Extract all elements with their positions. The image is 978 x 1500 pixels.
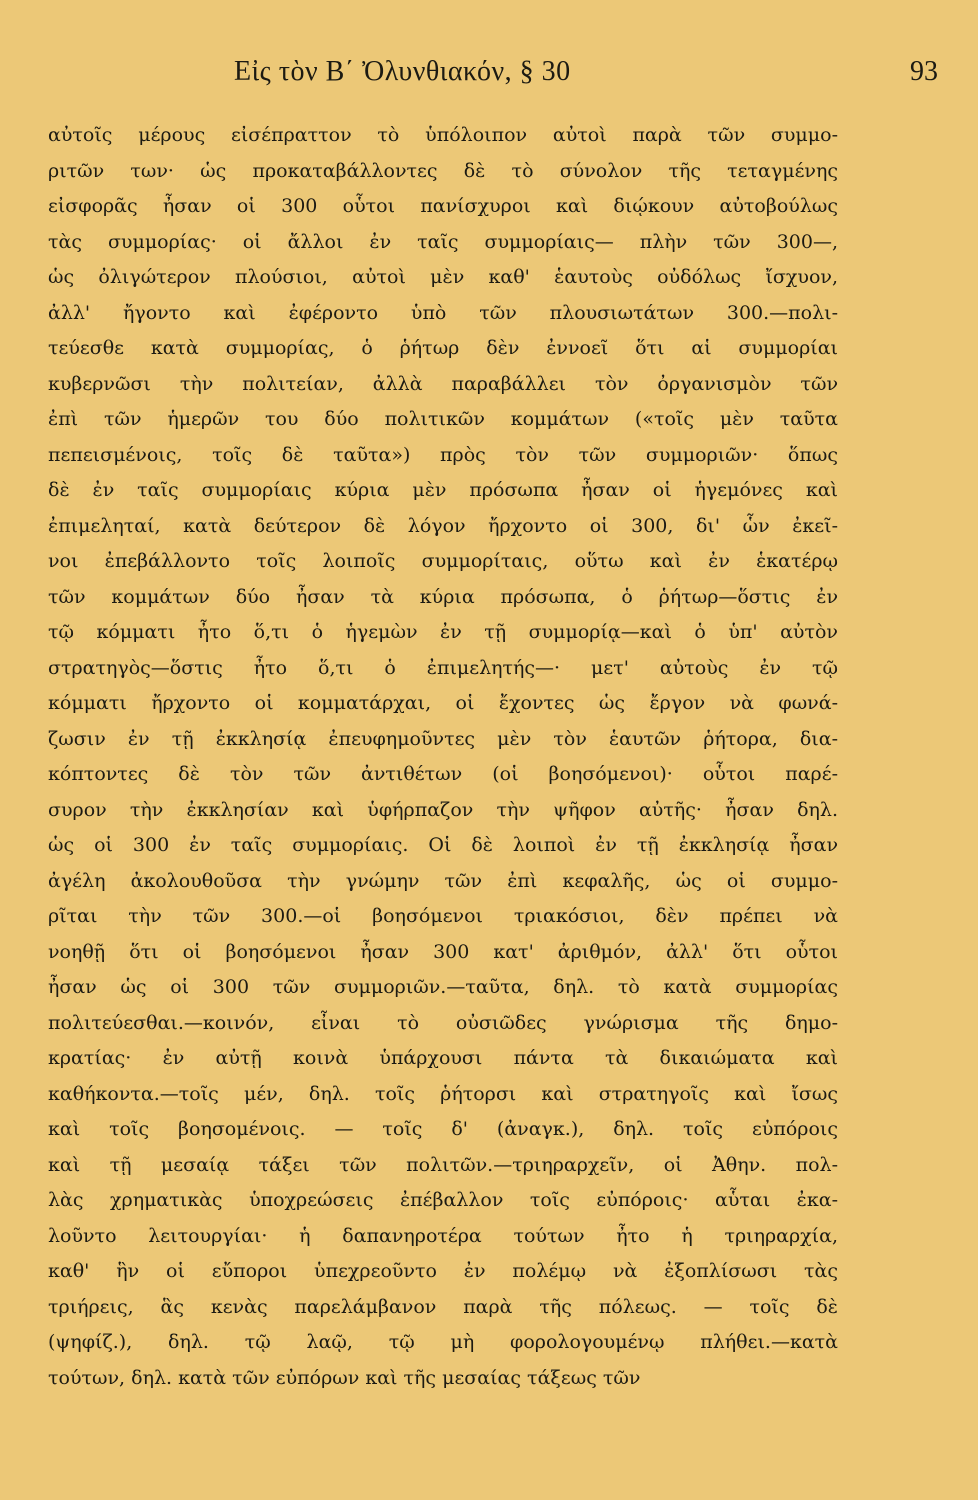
text-line: νοηθῇ ὅτι οἱ βοησόμενοι ἦσαν 300 κατ' ἀριθμόν, ἀλλ' ὅτι οὗτοι bbox=[48, 940, 838, 963]
page-number: 93 bbox=[910, 56, 938, 87]
text-line: τριήρεις, ἃς κενὰς παρελάμβανον παρὰ τῆς πόλεως. — τοῖς δὲ bbox=[48, 1295, 838, 1318]
text-line: κρατίας· ἐν αὐτῇ κοινὰ ὑπάρχουσι πάντα τὰ δικαιώματα καὶ bbox=[48, 1047, 838, 1069]
text-line: ὡς οἱ 300 ἐν ταῖς συμμορίαις. Οἱ δὲ λοιποὶ ἐν τῇ ἐκκλησίᾳ ἦσαν bbox=[48, 834, 838, 856]
text-line: κόπτοντες δὲ τὸν τῶν ἀντιθέτων (οἱ βοησόμενοι)· οὗτοι παρέ- bbox=[48, 763, 838, 785]
text-line: ριτῶν των· ὡς προκαταβάλλοντες δὲ τὸ σύνολον τῆς τεταγμένης bbox=[48, 159, 838, 182]
text-line: τῷ κόμματι ἦτο ὅ,τι ὁ ἡγεμὼν ἐν τῇ συμμορίᾳ—καὶ ὁ ὑπ' αὐτὸν bbox=[48, 621, 838, 643]
text-line: πολιτεύεσθαι.—κοινόν, εἶναι τὸ οὐσιῶδες γνώρισμα τῆς δημο- bbox=[48, 1011, 838, 1034]
text-line: καὶ τῇ μεσαίᾳ τάξει τῶν πολιτῶν.—τριηραρχεῖν, οἱ Ἀθην. πολ- bbox=[48, 1153, 838, 1176]
text-line: δὲ ἐν ταῖς συμμορίαις κύρια μὲν πρόσωπα ἦσαν οἱ ἡγεμόνες καὶ bbox=[48, 479, 838, 501]
text-line: συρον τὴν ἐκκλησίαν καὶ ὑφήρπαζον τὴν ψῆφον αὐτῆς· ἦσαν δηλ. bbox=[48, 798, 838, 821]
page-header bbox=[48, 56, 938, 96]
text-line: καθήκοντα.—τοῖς μέν, δηλ. τοῖς ῥήτορσι καὶ στρατηγοῖς καὶ ἴσως bbox=[48, 1082, 838, 1105]
text-line: ἐπιμεληταί, κατὰ δεύτερον δὲ λόγον ἤρχοντο οἱ 300, δι' ὧν ἐκεῖ- bbox=[48, 514, 838, 537]
text-line: νοι ἐπεβάλλοντο τοῖς λοιποῖς συμμορίταις, οὕτω καὶ ἐν ἑκατέρῳ bbox=[48, 550, 838, 572]
text-line: τὰς συμμορίας· οἱ ἄλλοι ἐν ταῖς συμμορίαις— πλὴν τῶν 300—, bbox=[48, 230, 838, 253]
text-line: ἐπὶ τῶν ἡμερῶν του δύο πολιτικῶν κομμάτων («τοῖς μὲν ταῦτα bbox=[48, 408, 838, 430]
text-line: ζωσιν ἐν τῇ ἐκκλησίᾳ ἐπευφημοῦντες μὲν τὸν ἑαυτῶν ῥήτορα, δια- bbox=[48, 727, 838, 750]
text-line: λὰς χρηματικὰς ὑποχρεώσεις ἐπέβαλλον τοῖς εὐπόροις· αὗται ἐκα- bbox=[48, 1189, 838, 1211]
text-line: ἀλλ' ἤγοντο καὶ ἐφέροντο ὑπὸ τῶν πλουσιωτάτων 300.—πολι- bbox=[48, 301, 838, 324]
text-line: λοῦντο λειτουργίαι· ἡ δαπανηροτέρα τούτων ἦτο ἡ τριηραρχία, bbox=[48, 1224, 838, 1247]
text-line: κόμματι ἤρχοντο οἱ κομματάρχαι, οἱ ἔχοντες ὡς ἔργον νὰ φωνά- bbox=[48, 692, 838, 714]
text-line: τούτων, δηλ. κατὰ τῶν εὐπόρων καὶ τῆς μεσαίας τάξεως τῶν bbox=[48, 1366, 641, 1389]
text-line: στρατηγὸς—ὅστις ἦτο ὅ,τι ὁ ἐπιμελητής—· μετ' αὐτοὺς ἐν τῷ bbox=[48, 656, 838, 679]
text-line: ὡς ὀλιγώτερον πλούσιοι, αὐτοὶ μὲν καθ' ἑαυτοὺς οὐδόλως ἴσχυον, bbox=[48, 266, 838, 288]
text-line: ἦσαν ὡς οἱ 300 τῶν συμμοριῶν.—ταῦτα, δηλ. τὸ κατὰ συμμορίας bbox=[48, 976, 838, 998]
text-line: πεπεισμένοις, τοῖς δὲ ταῦτα») πρὸς τὸν τῶν συμμοριῶν· ὅπως bbox=[48, 443, 838, 466]
text-line: ρῖται τὴν τῶν 300.—οἱ βοησόμενοι τριακόσιοι, δὲν πρέπει νὰ bbox=[48, 905, 838, 927]
text-line: αὐτοῖς μέρους εἰσέπραττον τὸ ὑπόλοιπον αὐτοὶ παρὰ τῶν συμμο- bbox=[48, 124, 838, 146]
text-line: εἰσφορᾶς ἦσαν οἱ 300 οὗτοι πανίσχυροι καὶ διῴκουν αὐτοβούλως bbox=[48, 195, 838, 217]
running-title: Εἰς τὸν Β΄ Ὀλυνθιακόν, § 30 bbox=[234, 56, 571, 87]
text-line: κυβερνῶσι τὴν πολιτείαν, ἀλλὰ παραβάλλει τὸν ὀργανισμὸν τῶν bbox=[48, 372, 838, 395]
text-line: τεύεσθε κατὰ συμμορίας, ὁ ῥήτωρ δὲν ἐννοεῖ ὅτι αἱ συμμορίαι bbox=[48, 337, 838, 359]
text-line: (ψηφίζ.), δηλ. τῷ λαῷ, τῷ μὴ φορολογουμένῳ πλήθει.—κατὰ bbox=[48, 1331, 838, 1353]
text-line: ἀγέλη ἀκολουθοῦσα τὴν γνώμην τῶν ἐπὶ κεφαλῆς, ὡς οἱ συμμο- bbox=[48, 869, 838, 892]
commentary-text bbox=[48, 118, 838, 1396]
text-line: καὶ τοῖς βοησομένοις. — τοῖς δ' (ἀναγκ.), δηλ. τοῖς εὐπόροις bbox=[48, 1118, 838, 1140]
text-line: καθ' ἣν οἱ εὔποροι ὑπεχρεοῦντο ἐν πολέμῳ νὰ ἐξοπλίσωσι τὰς bbox=[48, 1260, 838, 1282]
text-line: τῶν κομμάτων δύο ἦσαν τὰ κύρια πρόσωπα, ὁ ῥήτωρ—ὅστις ἐν bbox=[48, 585, 838, 608]
